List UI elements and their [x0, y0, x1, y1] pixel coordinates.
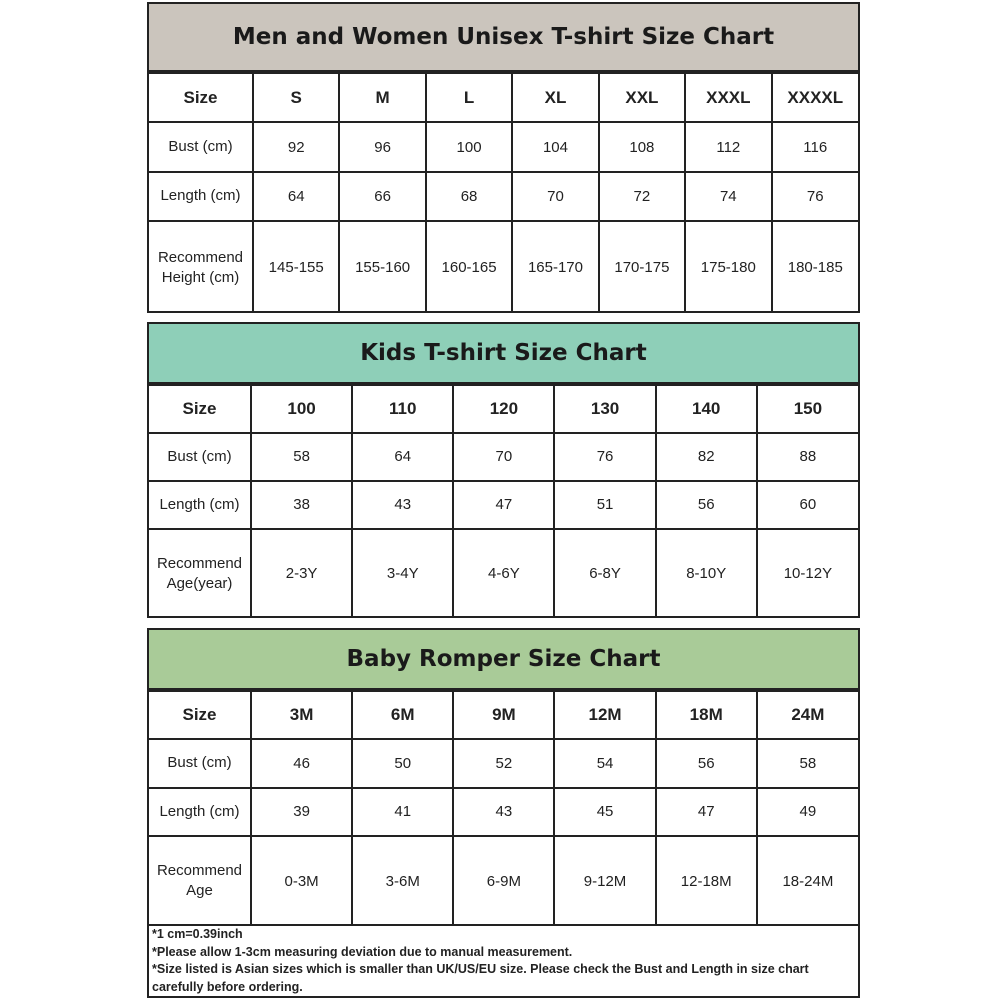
measurement-cell: 145-155 — [253, 221, 339, 313]
baby-size-chart — [147, 628, 860, 926]
kids-size-chart — [147, 322, 860, 618]
measurement-cell: 60 — [757, 481, 858, 529]
measurement-cell: 46 — [251, 739, 352, 787]
size-header-cell: 3M — [251, 691, 352, 739]
measurement-cell: 56 — [656, 481, 757, 529]
measurement-cell: 3-4Y — [352, 529, 453, 618]
recommend-row-label: Recommend Age(year) — [149, 529, 251, 618]
measurement-cell: 50 — [352, 739, 453, 787]
measurement-cell: 47 — [656, 788, 757, 836]
size-row — [149, 691, 858, 739]
kids-chart-title: Kids T-shirt Size Chart — [149, 324, 858, 384]
measurement-cell: 175-180 — [685, 221, 771, 313]
measurement-cell: 47 — [453, 481, 554, 529]
measurement-cell: 88 — [757, 433, 858, 481]
measurement-cell: 64 — [253, 172, 339, 221]
length-row — [149, 788, 858, 836]
measurement-cell: 70 — [512, 172, 598, 221]
size-header-cell: XXXXL — [772, 73, 858, 122]
size-header-cell: 100 — [251, 385, 352, 433]
measurement-cell: 41 — [352, 788, 453, 836]
measurement-cell: 74 — [685, 172, 771, 221]
size-header-cell: 150 — [757, 385, 858, 433]
size-notes — [147, 924, 860, 998]
size-header-cell: 140 — [656, 385, 757, 433]
measurement-cell: 64 — [352, 433, 453, 481]
measurement-cell: 92 — [253, 122, 339, 171]
size-header-cell: L — [426, 73, 512, 122]
measurement-cell: 56 — [656, 739, 757, 787]
size-row — [149, 385, 858, 433]
measurement-cell: 76 — [554, 433, 655, 481]
size-header-cell: 18M — [656, 691, 757, 739]
length-row — [149, 481, 858, 529]
adult-size-table — [149, 72, 858, 313]
measurement-cell: 155-160 — [339, 221, 425, 313]
measurement-cell: 58 — [251, 433, 352, 481]
measurement-cell: 96 — [339, 122, 425, 171]
measurement-cell: 66 — [339, 172, 425, 221]
length-row-label: Length (cm) — [149, 481, 251, 529]
measurement-cell: 76 — [772, 172, 858, 221]
measurement-cell: 45 — [554, 788, 655, 836]
measurement-cell: 170-175 — [599, 221, 685, 313]
length-row-label: Length (cm) — [149, 172, 253, 221]
adult-chart-title: Men and Women Unisex T-shirt Size Chart — [149, 4, 858, 72]
measurement-cell: 6-8Y — [554, 529, 655, 618]
size-row — [149, 73, 858, 122]
measurement-cell: 54 — [554, 739, 655, 787]
recommend-row — [149, 836, 858, 926]
note-line: *Please allow 1-3cm measuring deviation due to manual measurement. — [152, 944, 573, 959]
measurement-cell: 2-3Y — [251, 529, 352, 618]
measurement-cell: 180-185 — [772, 221, 858, 313]
measurement-cell: 38 — [251, 481, 352, 529]
recommend-row — [149, 221, 858, 313]
size-header-cell: M — [339, 73, 425, 122]
note-line: carefully before ordering. — [152, 979, 303, 994]
measurement-cell: 108 — [599, 122, 685, 171]
recommend-row — [149, 529, 858, 618]
measurement-cell: 160-165 — [426, 221, 512, 313]
size-header-cell: 110 — [352, 385, 453, 433]
measurement-cell: 116 — [772, 122, 858, 171]
measurement-cell: 8-10Y — [656, 529, 757, 618]
bust-row — [149, 122, 858, 171]
size-header-cell: 120 — [453, 385, 554, 433]
measurement-cell: 0-3M — [251, 836, 352, 926]
measurement-cell: 43 — [352, 481, 453, 529]
measurement-cell: 68 — [426, 172, 512, 221]
size-row-label: Size — [149, 691, 251, 739]
recommend-row-label: Recommend Age — [149, 836, 251, 926]
length-row — [149, 172, 858, 221]
length-row-label: Length (cm) — [149, 788, 251, 836]
measurement-cell: 18-24M — [757, 836, 858, 926]
bust-row — [149, 739, 858, 787]
measurement-cell: 3-6M — [352, 836, 453, 926]
bust-row-label: Bust (cm) — [149, 739, 251, 787]
measurement-cell: 70 — [453, 433, 554, 481]
measurement-cell: 165-170 — [512, 221, 598, 313]
kids-size-table — [149, 384, 858, 618]
measurement-cell: 58 — [757, 739, 858, 787]
size-header-cell: XXL — [599, 73, 685, 122]
size-header-cell: XXXL — [685, 73, 771, 122]
size-header-cell: 9M — [453, 691, 554, 739]
size-header-cell: 6M — [352, 691, 453, 739]
adult-size-chart — [147, 2, 860, 313]
size-header-cell: 130 — [554, 385, 655, 433]
measurement-cell: 100 — [426, 122, 512, 171]
size-header-cell: 24M — [757, 691, 858, 739]
measurement-cell: 39 — [251, 788, 352, 836]
size-row-label: Size — [149, 73, 253, 122]
baby-size-table — [149, 690, 858, 926]
measurement-cell: 82 — [656, 433, 757, 481]
measurement-cell: 43 — [453, 788, 554, 836]
measurement-cell: 52 — [453, 739, 554, 787]
measurement-cell: 9-12M — [554, 836, 655, 926]
measurement-cell: 4-6Y — [453, 529, 554, 618]
note-line: *1 cm=0.39inch — [152, 927, 243, 941]
measurement-cell: 112 — [685, 122, 771, 171]
measurement-cell: 72 — [599, 172, 685, 221]
measurement-cell: 49 — [757, 788, 858, 836]
size-header-cell: XL — [512, 73, 598, 122]
bust-row-label: Bust (cm) — [149, 433, 251, 481]
measurement-cell: 10-12Y — [757, 529, 858, 618]
bust-row-label: Bust (cm) — [149, 122, 253, 171]
size-header-cell: 12M — [554, 691, 655, 739]
size-row-label: Size — [149, 385, 251, 433]
size-header-cell: S — [253, 73, 339, 122]
recommend-row-label: Recommend Height (cm) — [149, 221, 253, 313]
measurement-cell: 12-18M — [656, 836, 757, 926]
note-line: *Size listed is Asian sizes which is smaller than UK/US/EU size. Please check the Bust and Length in size chart — [152, 962, 809, 976]
measurement-cell: 51 — [554, 481, 655, 529]
bust-row — [149, 433, 858, 481]
measurement-cell: 104 — [512, 122, 598, 171]
measurement-cell: 6-9M — [453, 836, 554, 926]
baby-chart-title: Baby Romper Size Chart — [149, 630, 858, 690]
